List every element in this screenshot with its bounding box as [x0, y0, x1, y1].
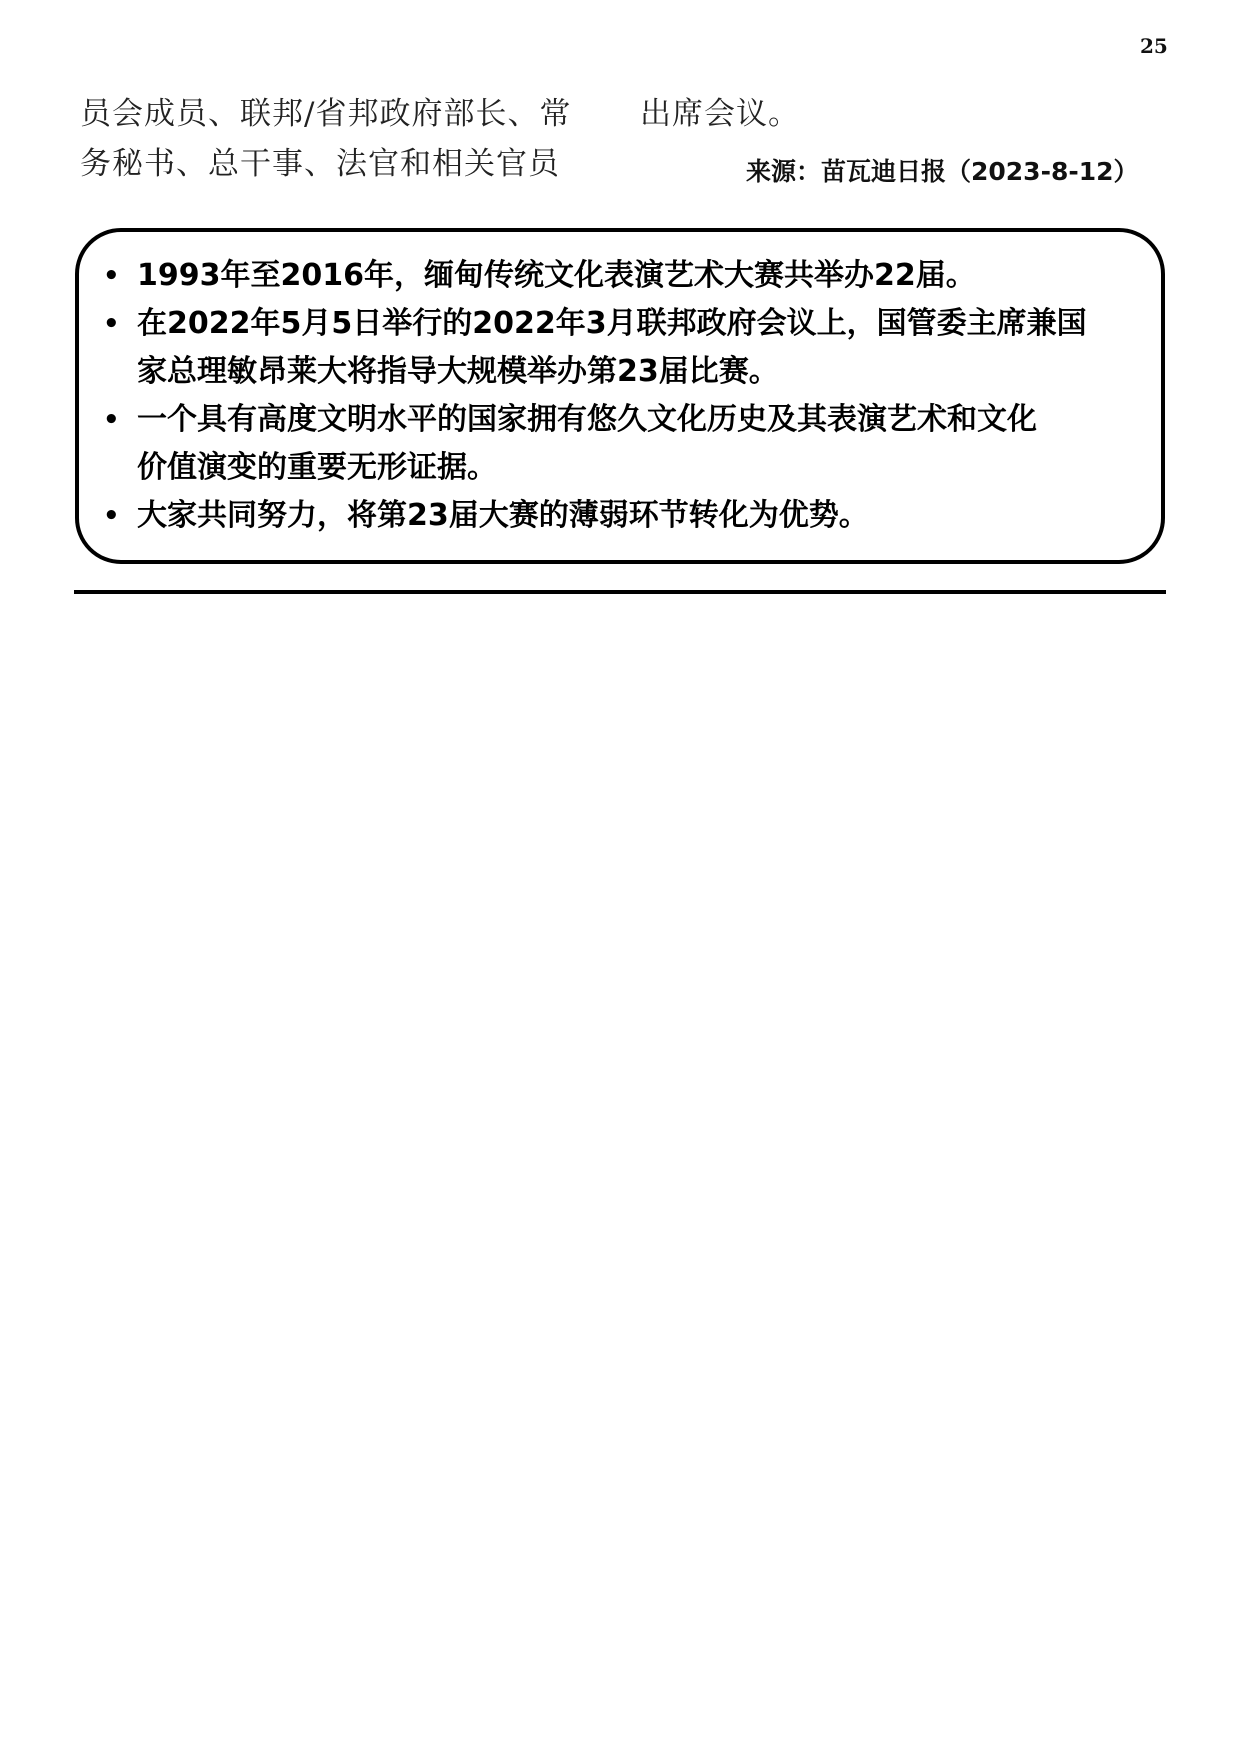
bullet-item [103, 492, 1137, 540]
bullet-line: 在2022年5月5日举行的2022年3月联邦政府会议上，国管委主席兼国 [137, 306, 1087, 341]
bullet-item [103, 300, 1137, 396]
bullet-line: 一个具有高度文明水平的国家拥有悠久文化历史及其表演艺术和文化 [137, 402, 1037, 437]
bullet-item [103, 396, 1137, 492]
bullet-icon: • [103, 405, 120, 435]
article-left-line-2: 务秘书、总干事、法官和相关官员 [80, 146, 560, 182]
bullet-item [103, 252, 1137, 300]
bullet-line: 大家共同努力，将第23届大赛的薄弱环节转化为优势。 [137, 498, 869, 533]
bullet-line: 1993年至2016年，缅甸传统文化表演艺术大赛共举办22届。 [137, 258, 976, 293]
bullet-list [103, 252, 1137, 540]
source-citation: 来源：苗瓦迪日报（2023-8-12） [746, 157, 1139, 186]
bullet-icon: • [103, 261, 120, 291]
article-left-line-1: 员会成员、联邦/省邦政府部长、常 [80, 96, 572, 132]
article-right-line-1: 出席会议。 [640, 96, 800, 132]
bullet-icon: • [103, 501, 120, 531]
summary-box [75, 228, 1165, 564]
page-number: 25 [1140, 34, 1168, 58]
section-divider [74, 590, 1166, 594]
bullet-icon: • [103, 309, 120, 339]
bullet-line: 家总理敏昂莱大将指导大规模举办第23届比赛。 [137, 354, 779, 389]
bullet-line: 价值演变的重要无形证据。 [137, 450, 497, 485]
